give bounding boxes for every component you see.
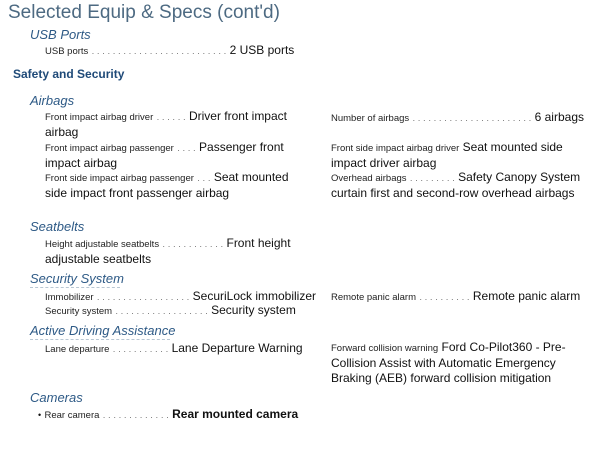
airbag-label: Front side impact airbag passenger [45, 173, 194, 184]
cameras-heading: Cameras [30, 390, 83, 405]
usb-value: 2 USB ports [229, 43, 295, 57]
airbags-heading: Airbags [30, 93, 75, 108]
collision-warning-value: Ford Co-Pilot360 - Pre-Collision Assist with Automatic Emergency Braking (AEB) forward collision mitigation [331, 340, 566, 385]
seatbelts-heading: Seatbelts [30, 219, 85, 234]
airbag-label: Number of airbags [331, 113, 410, 124]
lane-departure-value: Lane Departure Warning [171, 341, 303, 355]
panic-alarm-row [331, 289, 580, 305]
airbag-label: Front impact airbag passenger [45, 143, 174, 154]
immobilizer-label: Immobilizer [45, 292, 94, 303]
rear-camera-row [38, 407, 298, 423]
security-system-label: Security system [45, 306, 113, 317]
rear-camera-label: Rear camera [44, 410, 100, 421]
airbag-row-front-driver [45, 109, 303, 140]
airbag-dots: . . . [197, 173, 211, 184]
security-system-dots: . . . . . . . . . . . . . . . . . . [115, 306, 208, 317]
usb-dots: . . . . . . . . . . . . . . . . . . . . . . . . . . [91, 46, 227, 57]
airbag-dots: . . . . [177, 143, 196, 154]
panic-alarm-dots: . . . . . . . . . . [419, 292, 470, 303]
security-heading: Security System [30, 271, 124, 286]
airbag-label: Overhead airbags [331, 173, 407, 184]
rear-camera-value: Rear mounted camera [172, 407, 299, 421]
panic-alarm-label: Remote panic alarm [331, 292, 417, 303]
page-title: Selected Equip & Specs (cont'd) [8, 2, 280, 23]
airbag-value: Safety Canopy System curtain first and second-row overhead airbags [331, 170, 581, 200]
rear-camera-dots: . . . . . . . . . . . . . [102, 410, 169, 421]
assist-heading: Active Driving Assistance [30, 323, 176, 338]
safety-heading: Safety and Security [13, 67, 125, 81]
airbag-value: Seat mounted side impact front passenger airbag [45, 170, 289, 200]
airbag-row-side-driver [331, 140, 593, 171]
seatbelt-value: Front height adjustable seatbelts [45, 236, 291, 266]
security-system-value: Security system [211, 303, 296, 317]
seatbelt-dots: . . . . . . . . . . . . [162, 239, 224, 250]
assist-underline [30, 339, 170, 340]
collision-warning-row [331, 340, 595, 386]
immobilizer-value: SecuriLock immobilizer [192, 289, 317, 303]
lane-departure-label: Lane departure [45, 344, 110, 355]
collision-warning-label: Forward collision warning [331, 343, 439, 354]
airbag-row-count [331, 110, 584, 126]
airbag-value: 6 airbags [534, 110, 584, 124]
seatbelt-row [45, 236, 303, 267]
seatbelt-label: Height adjustable seatbelts [45, 239, 160, 250]
airbag-value: Passenger front impact airbag [45, 140, 284, 170]
airbag-row-front-passenger [45, 140, 303, 171]
bullet-icon: • [38, 410, 42, 420]
airbag-dots: . . . . . . [156, 112, 186, 123]
airbag-value: Seat mounted side impact driver airbag [331, 140, 563, 170]
airbag-row-overhead [331, 170, 593, 201]
security-underline [30, 287, 120, 288]
airbag-dots: . . . . . . . . . . . . . . . . . . . . . . . [412, 113, 532, 124]
usb-heading: USB Ports [30, 27, 91, 42]
usb-row [45, 43, 294, 59]
usb-label: USB ports [45, 46, 89, 57]
panic-alarm-value: Remote panic alarm [472, 289, 581, 303]
airbag-row-side-passenger [45, 170, 303, 201]
airbag-dots: . . . . . . . . . [409, 173, 455, 184]
lane-departure-dots: . . . . . . . . . . . [112, 344, 169, 355]
airbag-label: Front side impact airbag driver [331, 143, 460, 154]
immobilizer-dots: . . . . . . . . . . . . . . . . . . [96, 292, 190, 303]
lane-departure-row [45, 341, 303, 357]
airbag-label: Front impact airbag driver [45, 112, 154, 123]
security-system-row [45, 303, 296, 319]
airbag-value: Driver front impact airbag [45, 109, 287, 139]
